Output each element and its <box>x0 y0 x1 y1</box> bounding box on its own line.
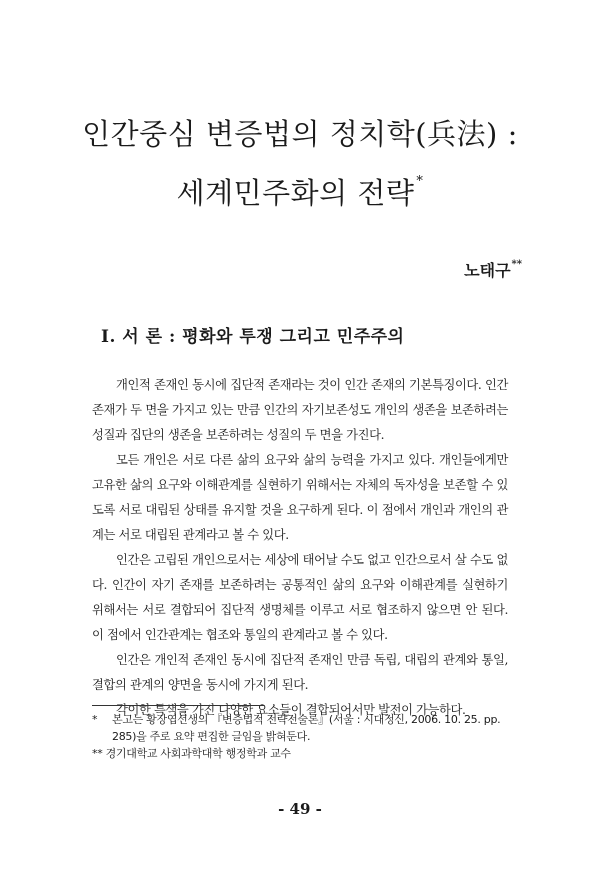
paragraph-5: 각이한 특색을 가진 다양한 요소들이 결합되어서만 발전이 가능하다. <box>116 703 466 717</box>
footnote-1-text: 본고는 황장엽선생의 『변증법적 전략전술론』(서울 : 시대정신, 2006. 10. 25. pp. 285)을 주로 요약 편집한 글임을 밝혀둔다. <box>112 713 501 743</box>
section-heading: Ⅰ. 서 론 : 평화와 투쟁 그리고 민주주의 <box>101 327 405 347</box>
title-line-2-text: 세계민주화의 전략 <box>176 176 415 210</box>
author-line <box>464 258 522 281</box>
footnote-2-text: 경기대학교 사회과학대학 행정학과 교수 <box>105 747 291 760</box>
author-footnote-marker: ** <box>511 259 522 270</box>
title-line-2 <box>0 160 600 215</box>
author-name: 노태구 <box>464 261 511 280</box>
footnotes <box>92 711 512 762</box>
paragraph-4: 인간은 개인적 존재인 동시에 집단적 존재인 만큼 독립, 대립의 관계와 통일, 결합의 관계의 양면을 동시에 가지게 된다. <box>92 653 508 692</box>
page-number: - 49 - <box>278 800 322 818</box>
paragraph-1: 개인적 존재인 동시에 집단적 존재라는 것이 인간 존재의 기본특징이다. 인간 존재가 두 면을 가지고 있는 만큼 인간의 자기보존성도 개인의 생존을 보존하려는 성질과 집단의 생존을 보존하려는 성질의 두 면을 가진다. <box>92 378 508 442</box>
paragraph-3: 인간은 고립된 개인으로서는 세상에 태어날 수도 없고 인간으로서 살 수도 없다. 인간이 자기 존재를 보존하려는 공통적인 삶의 요구와 이해관계를 실현하기 위해서는 서로 결합되어 집단적 생명체를 이루고 서로 협조하지 않으면 안 된다. 이 점에서 인간관계는 협조와 통일의 관계라고 볼 수 있다. <box>92 553 508 642</box>
title-block <box>0 112 600 215</box>
title-line-1: 인간중심 변증법의 정치학(兵法) : <box>82 117 518 151</box>
body-text <box>92 373 508 723</box>
footnote-1 <box>92 711 512 745</box>
title-footnote-marker: * <box>416 174 424 189</box>
footnote-2 <box>92 745 512 762</box>
footnote-divider <box>92 705 264 706</box>
footnote-2-marker: ** <box>92 747 103 760</box>
paragraph-2: 모든 개인은 서로 다른 삶의 요구와 삶의 능력을 가지고 있다. 개인들에게만 고유한 삶의 요구와 이해관계를 실현하기 위해서는 자체의 독자성을 보존할 수 있도록 서로 대립된 상태를 유지할 것을 요구하게 된다. 이 점에서 개인과 개인의 관계는 서로 대립된 관계라고 볼 수 있다. <box>92 453 508 542</box>
footnote-1-marker: * <box>92 713 98 726</box>
